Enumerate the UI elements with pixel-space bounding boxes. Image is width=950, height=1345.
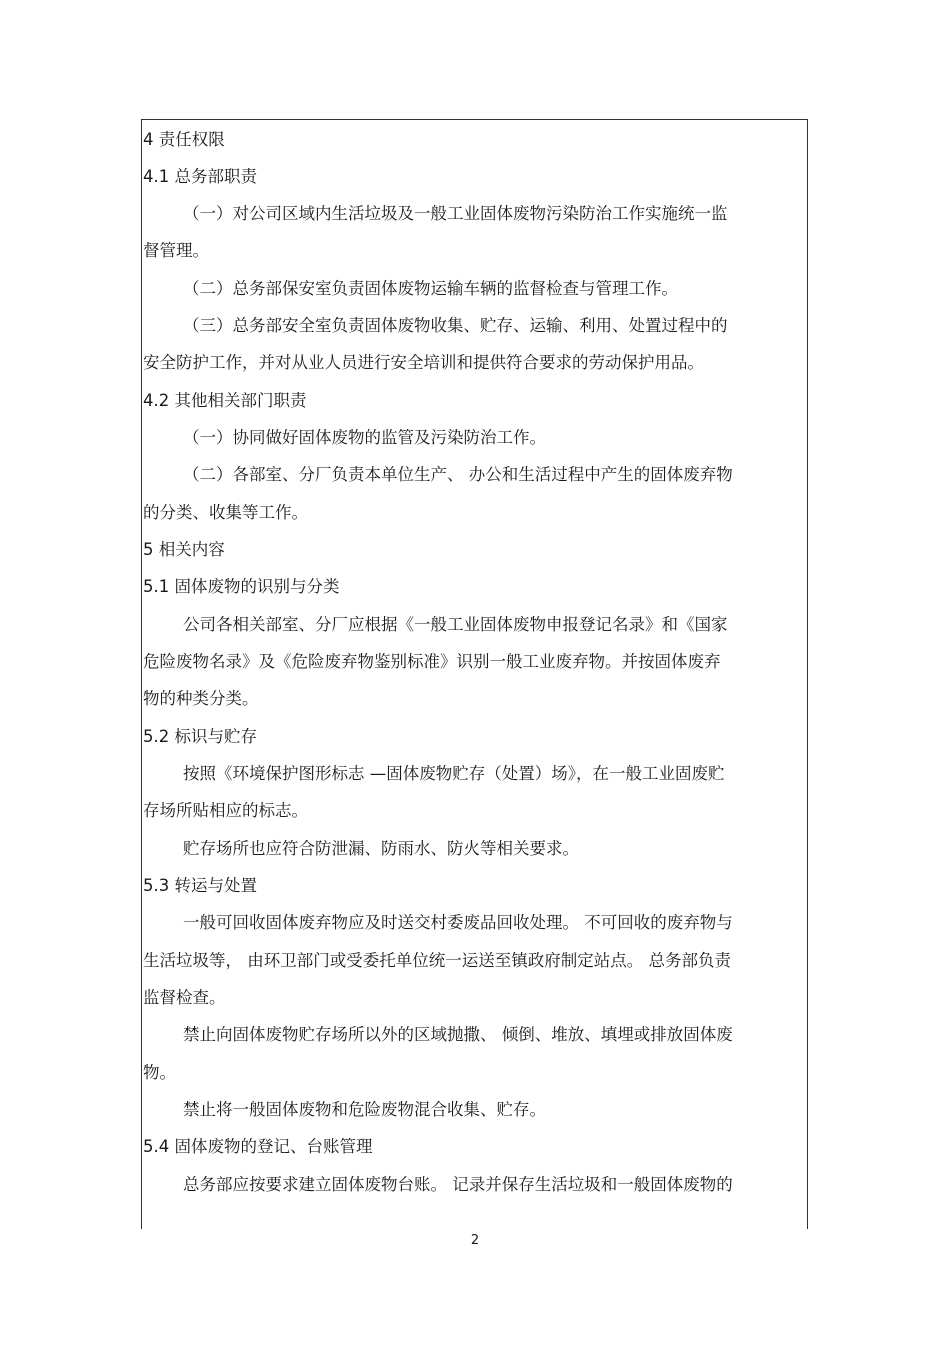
paragraph-line: 生活垃圾等， 由环卫部门或受委托单位统一运送至镇政府制定站点。 总务部负责 (143, 951, 731, 970)
paragraph-line: （三）总务部安全室负责固体废物收集、贮存、运输、利用、处置过程中的 (183, 316, 728, 335)
paragraph-line: （一）协同做好固体废物的监管及污染防治工作。 (183, 428, 546, 447)
paragraph-line: 禁止将一般固体废物和危险废物混合收集、贮存。 (183, 1100, 546, 1119)
paragraph-line: 总务部应按要求建立固体废物台账。 记录并保存生活垃圾和一般固体废物的 (183, 1175, 733, 1194)
paragraph-line: 督管理。 (143, 241, 209, 260)
subsection-heading: 5.3 转运与处置 (143, 876, 257, 895)
page-number: 2 (470, 1233, 480, 1248)
paragraph-line: （二）各部室、分厂负责本单位生产、 办公和生活过程中产生的固体废弃物 (183, 465, 733, 484)
paragraph-line: 的分类、收集等工作。 (143, 503, 308, 522)
paragraph-line: 监督检查。 (143, 988, 226, 1007)
subsection-heading: 4.1 总务部职责 (143, 167, 257, 186)
paragraph-line: 物的种类分类。 (143, 689, 259, 708)
paragraph-line: 物。 (143, 1063, 176, 1082)
paragraph-line: 安全防护工作，并对从业人员进行安全培训和提供符合要求的劳动保护用品。 (143, 353, 704, 372)
paragraph-line: 贮存场所也应符合防泄漏、防雨水、防火等相关要求。 (183, 839, 579, 858)
paragraph-line: （二）总务部保安室负责固体废物运输车辆的监督检查与管理工作。 (183, 279, 678, 298)
subsection-heading: 5.1 固体废物的识别与分类 (143, 577, 340, 596)
section-heading: 4 责任权限 (143, 130, 225, 149)
subsection-heading: 5.2 标识与贮存 (143, 727, 257, 746)
paragraph-line: 禁止向固体废物贮存场所以外的区域抛撒、 倾倒、堆放、填埋或排放固体废 (183, 1025, 733, 1044)
paragraph-line: 危险废物名录》及《危险废弃物鉴别标准》识别一般工业废弃物。并按固体废弃 (143, 652, 721, 671)
paragraph-line: （一）对公司区域内生活垃圾及一般工业固体废物污染防治工作实施统一监 (183, 204, 728, 223)
paragraph-line: 存场所贴相应的标志。 (143, 801, 308, 820)
paragraph-line: 按照《环境保护图形标志 —固体废物贮存（处置）场》，在一般工业固废贮 (183, 764, 725, 783)
section-heading: 5 相关内容 (143, 540, 225, 559)
paragraph-line: 一般可回收固体废弃物应及时送交村委废品回收处理。 不可回收的废弃物与 (183, 913, 733, 932)
paragraph-line: 公司各相关部室、分厂应根据《一般工业固体废物申报登记名录》和《国家 (183, 615, 728, 634)
subsection-heading: 4.2 其他相关部门职责 (143, 391, 307, 410)
subsection-heading: 5.4 固体废物的登记、台账管理 (143, 1137, 373, 1156)
